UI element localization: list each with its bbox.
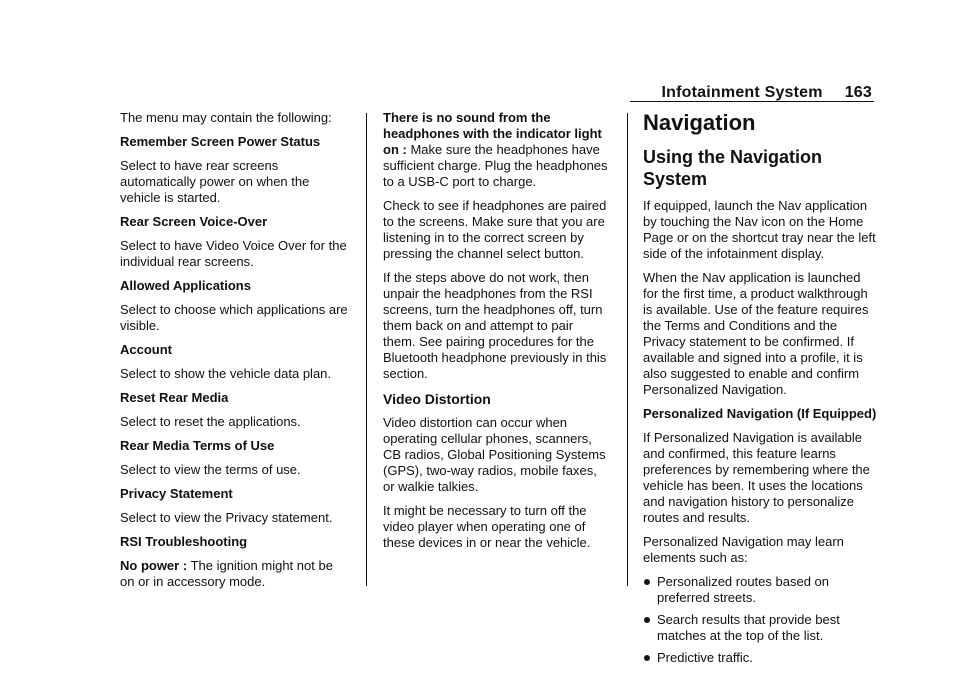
menu-item-label: Allowed Applications <box>120 278 251 293</box>
page-number: 163 <box>844 84 872 101</box>
unpair-paragraph: If the steps above do not work, then unpair the headphones from the RSI screens, turn the headphones off, turn them back on and attempt to pair them. See pairing procedures for the Bluetooth headphone previously in this section. <box>383 270 607 381</box>
menu-item-desc: Select to view the terms of use. <box>120 462 301 477</box>
video-distortion-text-1: Video distortion can occur when operating cellular phones, scanners, CB radios, Global Positioning Systems (GPS), two-way radios, mobile faxes, or walkie talkies. <box>383 415 606 494</box>
column-divider-1 <box>366 113 367 586</box>
no-power-text: The ignition might not be on or in accessory mode. <box>120 558 333 589</box>
nav-walkthrough-paragraph: When the Nav application is launched for the first time, a product walkthrough is available. Use of the feature requires the Terms and Conditions and the Privacy statement to be confirmed. If available and signed into a profile, it is also suggested to enable and confirm Personalized Navigation. <box>643 270 869 397</box>
menu-item-desc: Select to have Video Voice Over for the individual rear screens. <box>120 238 347 269</box>
column-divider-2 <box>627 113 628 586</box>
video-distortion-text-2: It might be necessary to turn off the video player when operating one of these devices in or near the vehicle. <box>383 503 591 550</box>
learn-elements-list <box>643 574 878 666</box>
menu-item-label: Privacy Statement <box>120 486 233 501</box>
list-item-text: Personalized routes based on preferred streets. <box>657 574 830 605</box>
menu-item-desc: Select to view the Privacy statement. <box>120 510 333 525</box>
menu-item-label: Reset Rear Media <box>120 390 229 405</box>
page-header <box>662 84 872 102</box>
no-sound-label: There is no sound from the headphones with the indicator light on : <box>383 110 602 157</box>
video-distortion-heading: Video Distortion <box>383 391 491 407</box>
menu-item-label: Account <box>120 342 172 357</box>
menu-item-desc: Select to have rear screens automatically power on when the vehicle is started. <box>120 158 310 205</box>
header-rule <box>630 101 874 102</box>
section-title: Infotainment System <box>661 84 823 101</box>
menu-item-label: Rear Screen Voice-Over <box>120 214 268 229</box>
column-3 <box>643 110 878 672</box>
list-item <box>643 574 878 606</box>
no-power-label: No power : <box>120 558 188 573</box>
bullet-icon <box>644 617 650 623</box>
personalized-nav-heading: Personalized Navigation (If Equipped) <box>643 406 877 421</box>
no-sound-text: Make sure the headphones have sufficient charge. Plug the headphones to a USB-C port to charge. <box>383 142 608 189</box>
nav-launch-paragraph: If equipped, launch the Nav application by touching the Nav icon on the Home Page or on the shortcut tray near the left side of the infotainment display. <box>643 198 876 261</box>
troubleshooting-heading: RSI Troubleshooting <box>120 534 248 549</box>
list-item <box>643 650 878 666</box>
using-navigation-heading: Using the Navigation System <box>643 147 823 189</box>
intro-text: The menu may contain the following: <box>120 110 332 125</box>
menu-item-label: Remember Screen Power Status <box>120 134 321 149</box>
column-1 <box>120 110 350 598</box>
bullet-icon <box>644 655 650 661</box>
personalized-nav-paragraph: If Personalized Navigation is available and confirmed, this feature learns preferences by remembering where the vehicle has been. It uses the locations and navigation history to personalize routes and results. <box>643 430 870 525</box>
menu-item-desc: Select to choose which applications are visible. <box>120 302 348 333</box>
column-2 <box>383 110 608 559</box>
list-item <box>643 612 878 644</box>
learn-elements-paragraph: Personalized Navigation may learn elements such as: <box>643 534 844 565</box>
navigation-heading: Navigation <box>643 110 756 135</box>
paired-check-paragraph: Check to see if headphones are paired to the screens. Make sure that you are listening in to the correct screen by pressing the channel select button. <box>383 198 607 261</box>
menu-item-label: Rear Media Terms of Use <box>120 438 275 453</box>
list-item-text: Search results that provide best matches at the top of the list. <box>657 612 840 643</box>
menu-item-desc: Select to show the vehicle data plan. <box>120 366 332 381</box>
bullet-icon <box>644 579 650 585</box>
no-power-paragraph <box>120 558 350 590</box>
no-sound-paragraph <box>383 110 608 190</box>
menu-item-desc: Select to reset the applications. <box>120 414 301 429</box>
list-item-text: Predictive traffic. <box>657 650 753 665</box>
